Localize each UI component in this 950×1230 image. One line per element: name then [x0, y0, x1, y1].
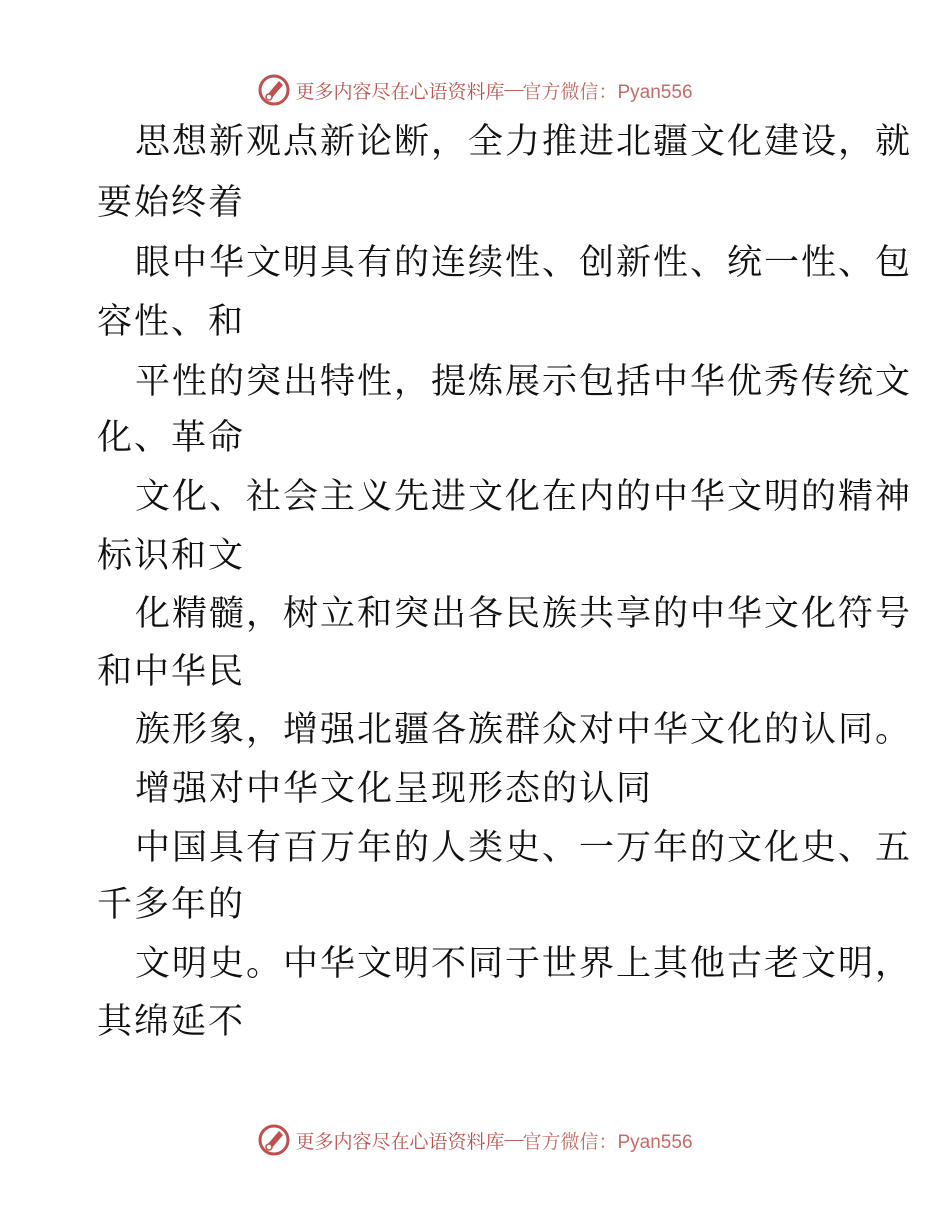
text-line: 化精髓，树立和突出各民族共享的中华文化符号 — [135, 594, 913, 634]
text-line: 要始终着 — [97, 183, 246, 223]
brand-logo-icon — [257, 1123, 291, 1157]
text-line: 中国具有百万年的人类史、一万年的文化史、五 — [135, 828, 913, 868]
text-line: 化、革命 — [97, 418, 246, 458]
text-line: 族形象，增强北疆各族群众对中华文化的认同。 — [135, 710, 913, 750]
watermark-dash: — — [504, 1129, 523, 1150]
text-line: 容性、和 — [97, 302, 246, 342]
header-watermark — [0, 70, 950, 110]
watermark-contact-text: 官方微信：Pyan556 — [522, 1131, 693, 1153]
text-line: 文明史。中华文明不同于世界上其他古老文明， — [135, 944, 913, 984]
text-line: 平性的突出特性，提炼展示包括中华优秀传统文 — [135, 362, 913, 402]
section-heading: 增强对中华文化呈现形态的认同 — [135, 769, 654, 809]
watermark-brand-text: 更多内容尽在心语资料库 — [295, 1131, 505, 1153]
text-line: 思想新观点新论断，全力推进北疆文化建设，就 — [135, 122, 913, 162]
watermark-dash: — — [504, 79, 523, 100]
text-line: 和中华民 — [97, 652, 246, 692]
text-line: 千多年的 — [97, 885, 246, 925]
watermark-contact-text: 官方微信：Pyan556 — [522, 81, 693, 103]
text-line: 眼中华文明具有的连续性、创新性、统一性、包 — [135, 243, 913, 283]
text-line: 其绵延不 — [97, 1002, 246, 1042]
footer-watermark — [0, 1120, 950, 1160]
watermark-brand-text: 更多内容尽在心语资料库 — [295, 81, 505, 103]
text-line: 文化、社会主义先进文化在内的中华文明的精神 — [135, 477, 913, 517]
text-line: 标识和文 — [97, 536, 246, 576]
brand-logo-icon — [257, 73, 291, 107]
